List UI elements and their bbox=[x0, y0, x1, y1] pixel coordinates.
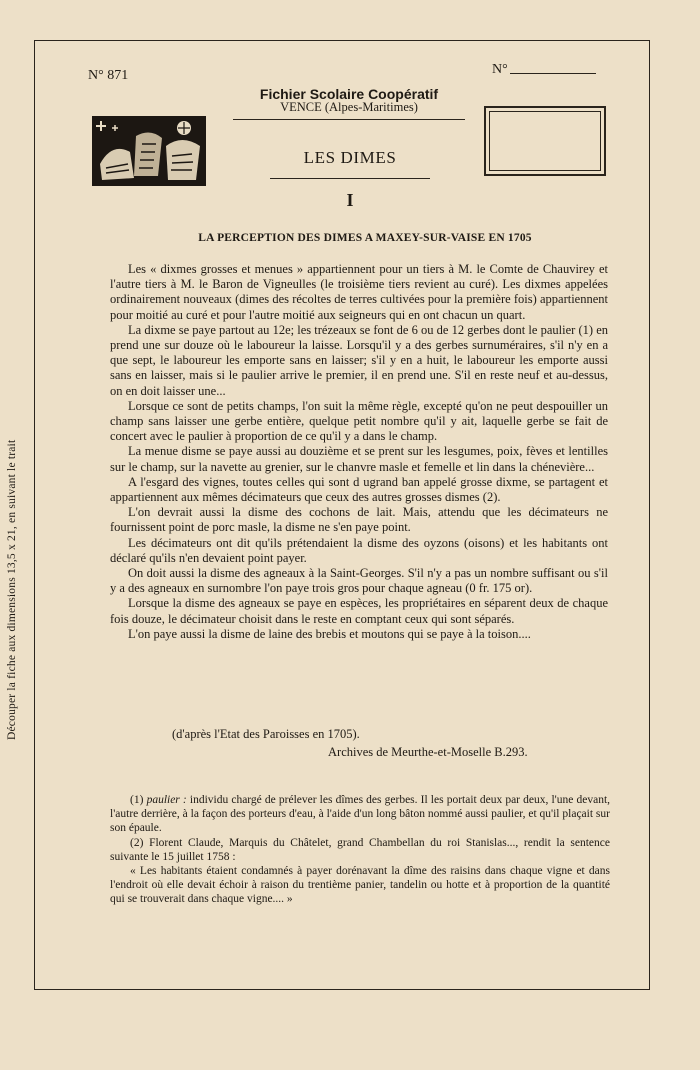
footnote-1-term: paulier : bbox=[146, 794, 187, 806]
section-heading: LA PERCEPTION DES DIMES A MAXEY-SUR-VAISE EN 1705 bbox=[198, 232, 532, 244]
number-blank-line bbox=[510, 73, 596, 74]
paragraph: L'on devrait aussi la disme des cochons de lait. Mais, attendu que les décimateurs ne fournissent point de porc masle, la disme ne s'en paye point. bbox=[110, 505, 608, 535]
body-text bbox=[110, 262, 608, 642]
paragraph: Les « dixmes grosses et menues » appartiennent pour un tiers à M. le Comte de Chauvirey et l'autre tiers à M. le Baron de Vigneulles (le troisième tiers revient au curé). Les dixmes appelées ordinairement nouveaux (dimes des récoltes de terres cultivées pour la première fois) appartiennent pour moitié au curé et pour l'autre moitié aux seigneurs qui en ont chacun un quart. bbox=[110, 262, 608, 322]
paragraph: A l'esgard des vignes, toutes celles qui sont d ugrand ban appelé grosse dixme, se partagent et appartiennent aux mêmes décimateurs que ceux des autres grosses dismes (2). bbox=[110, 474, 608, 505]
paragraph: L'on paye aussi la disme de laine des brebis et moutons qui se paye à la toison.... bbox=[128, 626, 531, 641]
paragraph: Lorsque ce sont de petits champs, l'on suit la même règle, excepté qu'on ne peut despouiller un champ sans laisser une gerbe entière, quelque petit nombre qu'il y ait, laquelle gerbe se fait de concert avec le paulier à proportion de ce qu'il y a dans le champ. bbox=[110, 398, 608, 444]
footnote-1-marker: (1) bbox=[130, 794, 144, 806]
archive-reference: Archives de Meurthe-et-Moselle B.293. bbox=[328, 745, 528, 759]
fiche-number: N° 871 bbox=[88, 68, 129, 83]
paragraph: La menue disme se paye aussi au douzième et se prent sur les lesgumes, poix, fèves et lentilles sur le champ, sur la navette au grenier, sur le chanvre masle et femelle et lin dans la chénevière... bbox=[110, 444, 608, 474]
publisher-name: Fichier Scolaire Coopératif bbox=[259, 86, 439, 102]
footnote-1 bbox=[110, 793, 610, 836]
publisher-rule bbox=[233, 119, 465, 120]
footnotes bbox=[110, 793, 610, 907]
paragraph: On doit aussi la disme des agneaux à la Saint-Georges. S'il n'y a pas un nombre suffisant ou s'il y a des agneaux en surnombre l'on paye trois gros pour chaque agneau (0 fr. 175 or). bbox=[110, 566, 608, 596]
footnote-1-text: individu chargé de prélever les dîmes des gerbes. Il les portait deux par deux, l'une devant, l'autre derrière, à la façon des porteurs d'eau, à l'aide d'un long bâton nommé aussi paulier, et qu'il plaçait sur son épaule. bbox=[110, 794, 611, 835]
stamp-box bbox=[484, 106, 606, 176]
publisher-block bbox=[226, 86, 472, 120]
publisher-place: VENCE (Alpes-Maritimes) bbox=[280, 100, 418, 114]
paragraph: Les décimateurs ont dit qu'ils prétendaient la disme des oyzons (oisons) et les habitants ont déclaré qu'ils n'en devaient point payer. bbox=[110, 535, 608, 565]
fiche-title: LES DIMES bbox=[303, 148, 397, 167]
emblem-woodcut-icon bbox=[92, 116, 206, 186]
source-citation: (d'après l'Etat des Paroisses en 1705). bbox=[172, 727, 360, 741]
number-label: N° bbox=[492, 62, 508, 77]
paragraph: La dixme se paye partout au 12e; les trézeaux se font de 6 ou de 12 gerbes dont le paulier (1) en prend une sur douze où le laboureur la laisse. Lorsqu'il y a des gerbes surnuméraires, s'il n'y en a que sept, le laboureur les emporte sans en laisser; s'il y en a huit, le laboureur les emporte aussi sans en laisser, mais si le paulier arrive le premier, il en prend une. S'il en reste neuf et au-dessus, on en doit laisser une... bbox=[110, 322, 608, 398]
footnote-2-quote: « Les habitants étaient condamnés à payer dorénavant la dîme des raisins dans chaque vigne et dans l'endroit où elle devait échoir à raison du trentième panier, tandelin ou hotte et à proportion de la quantité qui se trouverait dans chaque vigne.... » bbox=[110, 865, 610, 906]
paragraph: Lorsque la disme des agneaux se paye en espèces, les propriétaires en séparent deux de chaque fois douze, le décimateur choisit dans le reste en comptant ceux qui sont séparés. bbox=[110, 596, 608, 626]
footnote-2: (2) Florent Claude, Marquis du Châtelet, grand Chambellan du roi Stanislas..., rendit la sentence suivante le 15 juillet 1758 : bbox=[110, 836, 610, 863]
stamp-box-inner bbox=[489, 111, 601, 171]
section-numeral: I bbox=[346, 190, 354, 210]
title-rule bbox=[270, 178, 430, 179]
number-field bbox=[492, 62, 596, 78]
cutting-instruction: Découper la fiche aux dimensions 13,5 x 21, en suivant le trait bbox=[6, 439, 18, 740]
